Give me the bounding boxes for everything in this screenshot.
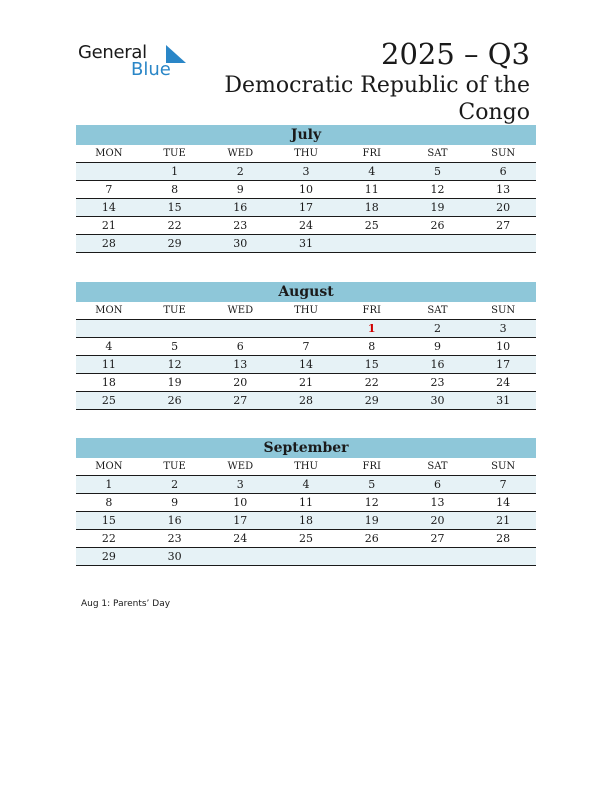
weekday-label: SUN	[491, 461, 516, 472]
logo-text-blue: Blue	[131, 59, 171, 80]
month-september	[76, 438, 536, 566]
week-row	[76, 374, 536, 392]
weekday-label: SAT	[427, 148, 448, 159]
day-cell: 22	[364, 376, 379, 389]
page-title-country: Democratic Republic of the Congo	[224, 73, 530, 125]
day-cell: 20	[430, 514, 445, 527]
day-cell: 31	[299, 237, 314, 250]
day-cell: 17	[496, 358, 511, 371]
day-cell: 12	[364, 496, 379, 509]
day-cell: 11	[101, 358, 116, 371]
week-row	[76, 199, 536, 217]
day-cell: 23	[233, 219, 248, 232]
day-cell: 15	[167, 201, 182, 214]
weekday-label: TUE	[163, 305, 186, 316]
day-cell: 24	[233, 532, 248, 545]
week-row	[76, 235, 536, 253]
day-cell: 8	[171, 183, 179, 196]
day-cell: 31	[496, 394, 511, 407]
day-cell: 7	[499, 478, 507, 491]
day-cell: 15	[101, 514, 116, 527]
month-title: September	[76, 438, 536, 458]
day-cell: 25	[364, 219, 379, 232]
weekday-label: SAT	[427, 461, 448, 472]
day-cell: 11	[299, 496, 314, 509]
empty-day-cell	[339, 235, 405, 252]
weekday-label: FRI	[362, 148, 381, 159]
day-cell: 16	[167, 514, 182, 527]
week-row	[76, 356, 536, 374]
day-cell: 23	[167, 532, 182, 545]
weekday-label: THU	[294, 461, 318, 472]
weekday-label: WED	[227, 461, 254, 472]
day-cell: 22	[101, 532, 116, 545]
weekday-label: SAT	[427, 305, 448, 316]
empty-day-cell	[470, 548, 536, 565]
empty-day-cell	[405, 548, 471, 565]
empty-day-cell	[273, 548, 339, 565]
day-cell: 27	[233, 394, 248, 407]
day-cell: 13	[496, 183, 511, 196]
empty-day-cell	[339, 548, 405, 565]
weekday-label: MON	[95, 148, 123, 159]
week-row	[76, 494, 536, 512]
day-cell: 1	[105, 478, 113, 491]
day-cell: 16	[430, 358, 445, 371]
weekday-label: TUE	[163, 461, 186, 472]
day-cell: 2	[171, 478, 179, 491]
day-cell: 29	[101, 550, 116, 563]
day-cell: 26	[364, 532, 379, 545]
day-cell: 18	[364, 201, 379, 214]
weekday-label: SUN	[491, 305, 516, 316]
week-row	[76, 476, 536, 494]
day-cell: 4	[368, 165, 376, 178]
week-row	[76, 530, 536, 548]
week-row	[76, 548, 536, 566]
day-cell: 19	[430, 201, 445, 214]
day-cell: 2	[433, 322, 441, 335]
day-cell: 17	[233, 514, 248, 527]
logo-text-general: General	[78, 42, 147, 63]
day-cell: 16	[233, 201, 248, 214]
day-cell: 5	[171, 340, 179, 353]
weekday-label: SUN	[491, 148, 516, 159]
day-cell: 28	[101, 237, 116, 250]
weekday-header-row	[76, 302, 536, 320]
day-cell: 1	[367, 322, 376, 335]
empty-day-cell	[76, 163, 142, 180]
day-cell: 15	[364, 358, 379, 371]
day-cell: 14	[299, 358, 314, 371]
day-cell: 30	[167, 550, 182, 563]
day-cell: 6	[236, 340, 244, 353]
weekday-label: FRI	[362, 305, 381, 316]
day-cell: 3	[499, 322, 507, 335]
day-cell: 8	[105, 496, 113, 509]
day-cell: 19	[167, 376, 182, 389]
week-row	[76, 512, 536, 530]
holiday-note: Aug 1: Parents’ Day	[81, 599, 171, 609]
day-cell: 21	[299, 376, 314, 389]
week-row	[76, 320, 536, 338]
day-cell: 22	[167, 219, 182, 232]
weekday-header-row	[76, 458, 536, 476]
weekday-header-row	[76, 145, 536, 163]
day-cell: 28	[299, 394, 314, 407]
weekday-label: TUE	[163, 148, 186, 159]
day-cell: 9	[236, 183, 244, 196]
month-title: August	[76, 282, 536, 302]
day-cell: 29	[167, 237, 182, 250]
day-cell: 12	[430, 183, 445, 196]
day-cell: 1	[171, 165, 179, 178]
empty-day-cell	[142, 320, 208, 337]
day-cell: 17	[299, 201, 314, 214]
day-cell: 19	[364, 514, 379, 527]
day-cell: 4	[105, 340, 113, 353]
day-cell: 20	[233, 376, 248, 389]
empty-day-cell	[470, 235, 536, 252]
weekday-label: WED	[227, 148, 254, 159]
day-cell: 14	[101, 201, 116, 214]
day-cell: 24	[496, 376, 511, 389]
day-cell: 7	[105, 183, 113, 196]
weekday-label: THU	[294, 148, 318, 159]
week-row	[76, 181, 536, 199]
day-cell: 11	[364, 183, 379, 196]
day-cell: 30	[430, 394, 445, 407]
month-title: July	[76, 125, 536, 145]
day-cell: 6	[499, 165, 507, 178]
day-cell: 26	[167, 394, 182, 407]
day-cell: 9	[433, 340, 441, 353]
day-cell: 24	[299, 219, 314, 232]
day-cell: 28	[496, 532, 511, 545]
day-cell: 5	[433, 165, 441, 178]
empty-day-cell	[207, 548, 273, 565]
day-cell: 25	[101, 394, 116, 407]
day-cell: 20	[496, 201, 511, 214]
day-cell: 9	[171, 496, 179, 509]
day-cell: 12	[167, 358, 182, 371]
day-cell: 27	[496, 219, 511, 232]
weekday-label: THU	[294, 305, 318, 316]
week-row	[76, 392, 536, 410]
day-cell: 10	[299, 183, 314, 196]
month-july	[76, 125, 536, 253]
day-cell: 10	[233, 496, 248, 509]
day-cell: 3	[302, 165, 310, 178]
weekday-label: MON	[95, 461, 123, 472]
day-cell: 29	[364, 394, 379, 407]
day-cell: 2	[236, 165, 244, 178]
day-cell: 6	[433, 478, 441, 491]
day-cell: 25	[299, 532, 314, 545]
empty-day-cell	[76, 320, 142, 337]
month-august	[76, 282, 536, 410]
day-cell: 5	[368, 478, 376, 491]
day-cell: 3	[236, 478, 244, 491]
weekday-label: WED	[227, 305, 254, 316]
day-cell: 27	[430, 532, 445, 545]
day-cell: 13	[430, 496, 445, 509]
weekday-label: MON	[95, 305, 123, 316]
day-cell: 10	[496, 340, 511, 353]
day-cell: 23	[430, 376, 445, 389]
day-cell: 8	[368, 340, 376, 353]
page-title-year: 2025 – Q3	[381, 37, 530, 71]
day-cell: 26	[430, 219, 445, 232]
empty-day-cell	[207, 320, 273, 337]
day-cell: 30	[233, 237, 248, 250]
day-cell: 7	[302, 340, 310, 353]
day-cell: 14	[496, 496, 511, 509]
day-cell: 21	[496, 514, 511, 527]
week-row	[76, 163, 536, 181]
day-cell: 13	[233, 358, 248, 371]
weekday-label: FRI	[362, 461, 381, 472]
day-cell: 4	[302, 478, 310, 491]
empty-day-cell	[405, 235, 471, 252]
day-cell: 21	[101, 219, 116, 232]
day-cell: 18	[101, 376, 116, 389]
week-row	[76, 338, 536, 356]
day-cell: 18	[299, 514, 314, 527]
week-row	[76, 217, 536, 235]
empty-day-cell	[273, 320, 339, 337]
